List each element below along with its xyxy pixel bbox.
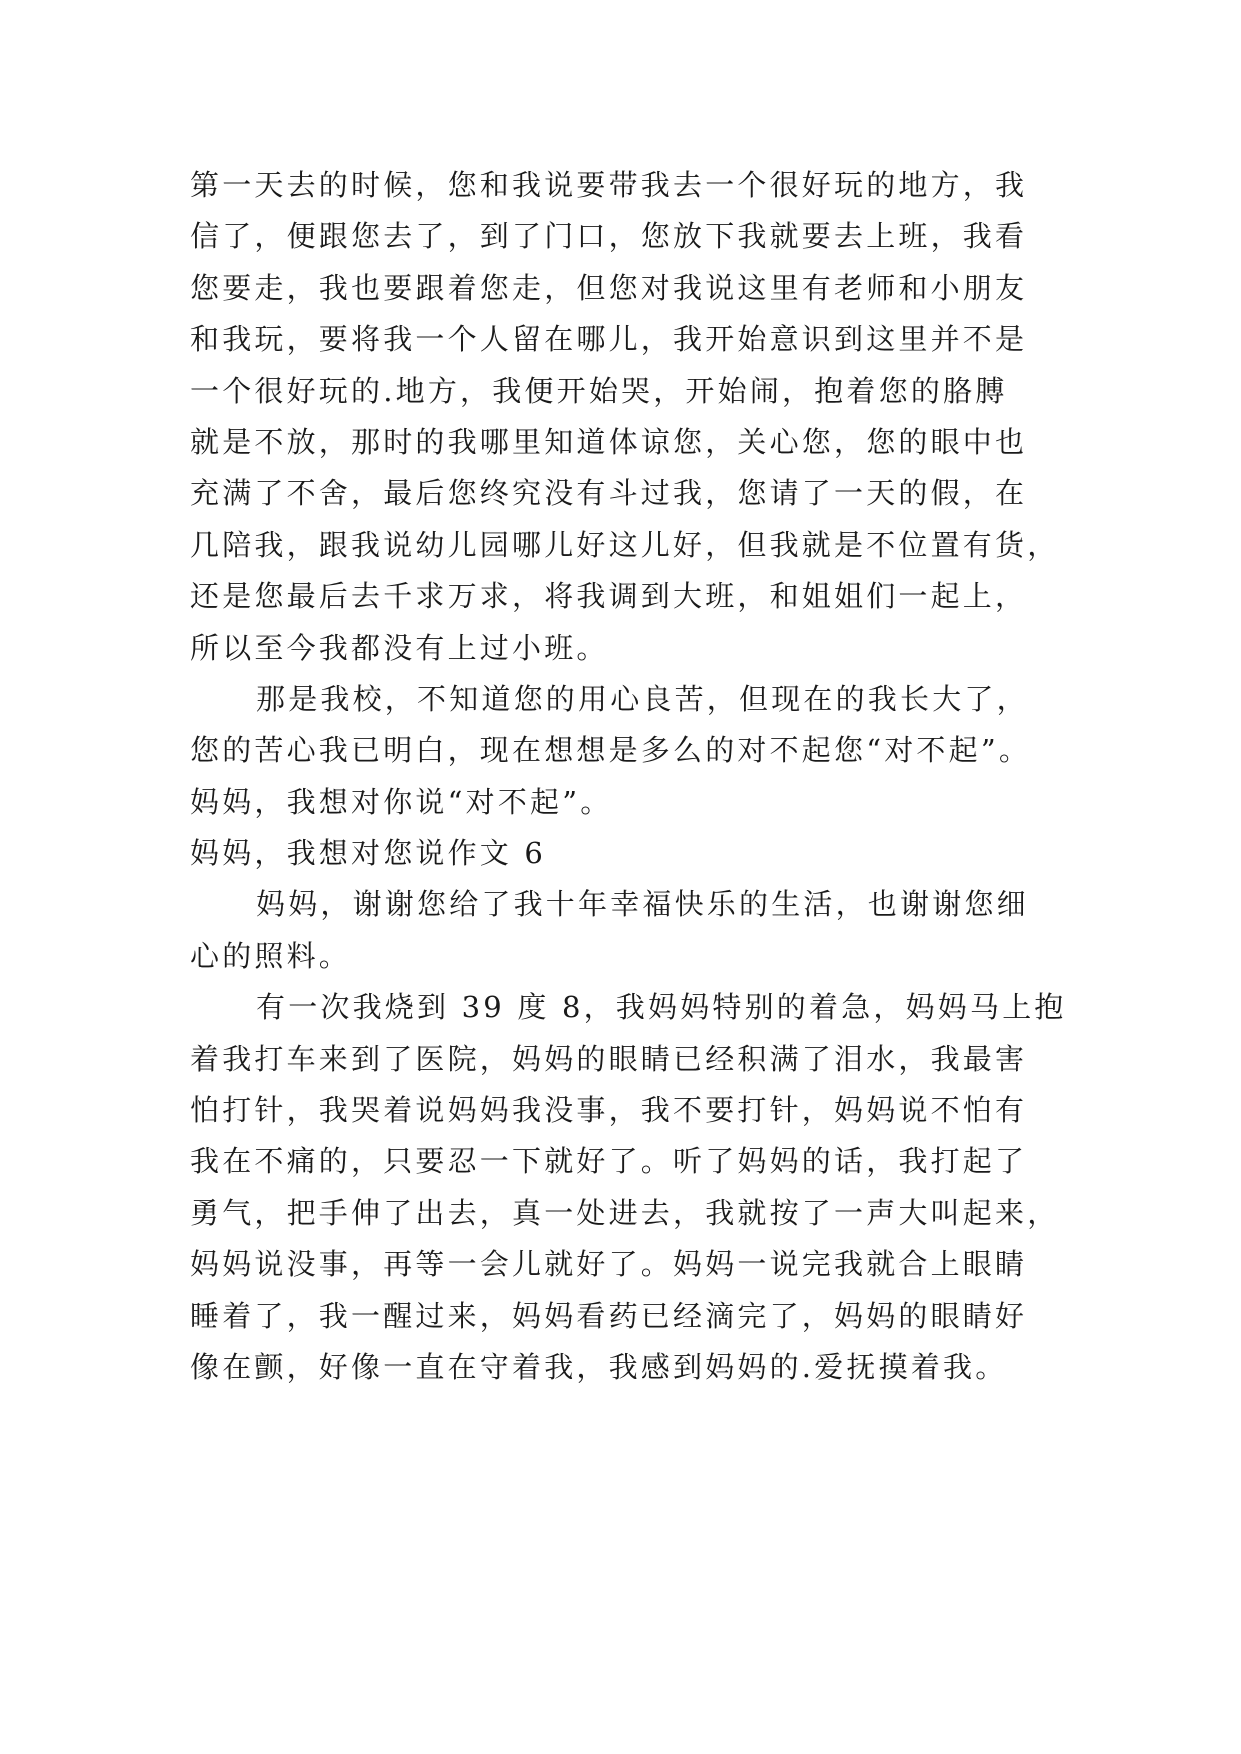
text-line: 几陪我，跟我说幼儿园哪儿好这儿好，但我就是不位置有货， — [190, 527, 1060, 562]
text-line: 您要走，我也要跟着您走，但您对我说这里有老师和小朋友 — [190, 270, 1028, 305]
text-line: 睡着了，我一醒过来，妈妈看药已经滴完了，妈妈的眼睛好 — [190, 1298, 1028, 1333]
text-line: 所以至今我都没有上过小班。 — [190, 630, 609, 665]
paragraph-start-line: 那是我校，不知道您的用心良苦，但现在的我长大了， — [256, 681, 1029, 716]
text-line: 勇气，把手伸了出去，真一处进去，我就按了一声大叫起来， — [190, 1195, 1060, 1230]
text-line: 和我玩，要将我一个人留在哪儿，我开始意识到这里并不是 — [190, 322, 1028, 357]
section-title: 妈妈，我想对您说作文 6 — [190, 836, 547, 871]
text-line: 一个很好玩的.地方，我便开始哭，开始闹，抱着您的胳膊 — [190, 373, 1008, 408]
text-line: 着我打车来到了医院，妈妈的眼睛已经积满了泪水，我最害 — [190, 1041, 1028, 1076]
paragraph-start-line: 妈妈，谢谢您给了我十年幸福快乐的生活，也谢谢您细 — [256, 887, 1029, 922]
text-line: 充满了不舍，最后您终究没有斗过我，您请了一天的假，在 — [190, 476, 1028, 511]
text-line: 妈妈说没事，再等一会儿就好了。妈妈一说完我就合上眼睛 — [190, 1247, 1028, 1282]
text-line: 我在不痛的，只要忍一下就好了。听了妈妈的话，我打起了 — [190, 1144, 1028, 1179]
text-line: 像在颤，好像一直在守着我，我感到妈妈的.爱抚摸着我。 — [190, 1349, 1008, 1384]
text-line: 就是不放，那时的我哪里知道体谅您，关心您，您的眼中也 — [190, 424, 1028, 459]
text-line: 您的苦心我已明白，现在想想是多么的对不起您“对不起”。 — [190, 733, 1032, 768]
text-line: 信了，便跟您去了，到了门口，您放下我就要去上班，我看 — [190, 219, 1028, 254]
text-line: 妈妈，我想对你说“对不起”。 — [190, 784, 613, 819]
text-line: 还是您最后去千求万求，将我调到大班，和姐姐们一起上， — [190, 579, 1028, 614]
essay-text — [190, 160, 1070, 1393]
text-line: 第一天去的时候，您和我说要带我去一个很好玩的地方，我 — [190, 168, 1028, 202]
text-line: 怕打针，我哭着说妈妈我没事，我不要打针，妈妈说不怕有 — [190, 1093, 1028, 1128]
paragraph-start-line: 有一次我烧到 39 度 8，我妈妈特别的着急，妈妈马上抱 — [256, 990, 1067, 1025]
text-line: 心的照料。 — [190, 938, 352, 973]
